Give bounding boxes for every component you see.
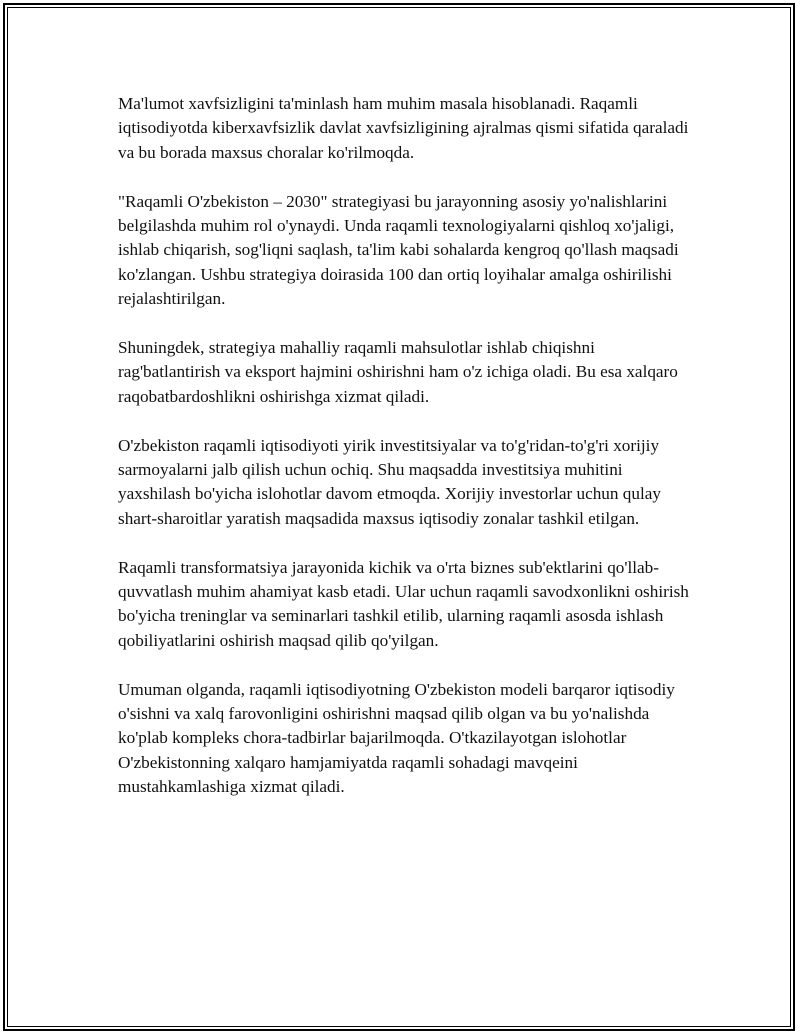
paragraph-4: O'zbekiston raqamli iqtisodiyoti yirik investitsiyalar va to'g'ridan-to'g'ri xorijiy sarmoyalarni jalb qilish uchun ochiq. Shu maqsadda investitsiya muhitini yaxshilash bo'yicha islohotlar davom etmoqda. Xorijiy investorlar uchun qulay shart-sharoitlar yaratish maqsadida maxsus iqtisodiy zonalar tashkil etilgan. (118, 435, 661, 528)
paragraph-2: "Raqamli O'zbekiston – 2030" strategiyasi bu jarayonning asosiy yo'nalishlarini belgilashda muhim rol o'ynaydi. Unda raqamli texnologiyalarni qishloq xo'jaligi, ishlab chiqarish, sog'liqni saqlash, ta'lim kabi sohalarda kengroq qo'llash maqsadi ko'zlangan. Ushbu strategiya doirasida 100 dan ortiq loyihalar amalga oshirilishi rejalashtirilgan. (118, 191, 679, 309)
paragraph-1: Ma'lumot xavfsizligini ta'minlash ham muhim masala hisoblanadi. Raqamli iqtisodiyotda kiberxavfsizlik davlat xavfsizligining ajralmas qismi sifatida qaraladi va bu borada maxsus choralar ko'rilmoqda. (118, 94, 689, 162)
document-body (118, 92, 690, 800)
paragraph-6: Umuman olganda, raqamli iqtisodiyotning O'zbekiston modeli barqaror iqtisodiy o'sishni va xalq farovonligini oshirishni maqsad qilib olgan va bu yo'nalishda ko'plab kompleks chora-tadbirlar bajarilmoqda. O'tkazilayotgan islohotlar O'zbekistonning xalqaro hamjamiyatda raqamli sohadagi mavqeini mustahkamlashiga xizmat qiladi. (118, 679, 675, 797)
paragraph-3: Shuningdek, strategiya mahalliy raqamli mahsulotlar ishlab chiqishni rag'batlantirish va eksport hajmini oshirishni ham o'z ichiga oladi. Bu esa xalqaro raqobatbardoshlikni oshirishga xizmat qiladi. (118, 338, 678, 406)
paragraph-5: Raqamli transformatsiya jarayonida kichik va o'rta biznes sub'ektlarini qo'llab-quvvatlash muhim ahamiyat kasb etadi. Ular uchun raqamli savodxonlikni oshirish bo'yicha treninglar va seminarlari tashkil etilib, ularning raqamli asosda ishlash qobiliyatlarini oshirish maqsad qilib qo'yilgan. (118, 557, 689, 650)
